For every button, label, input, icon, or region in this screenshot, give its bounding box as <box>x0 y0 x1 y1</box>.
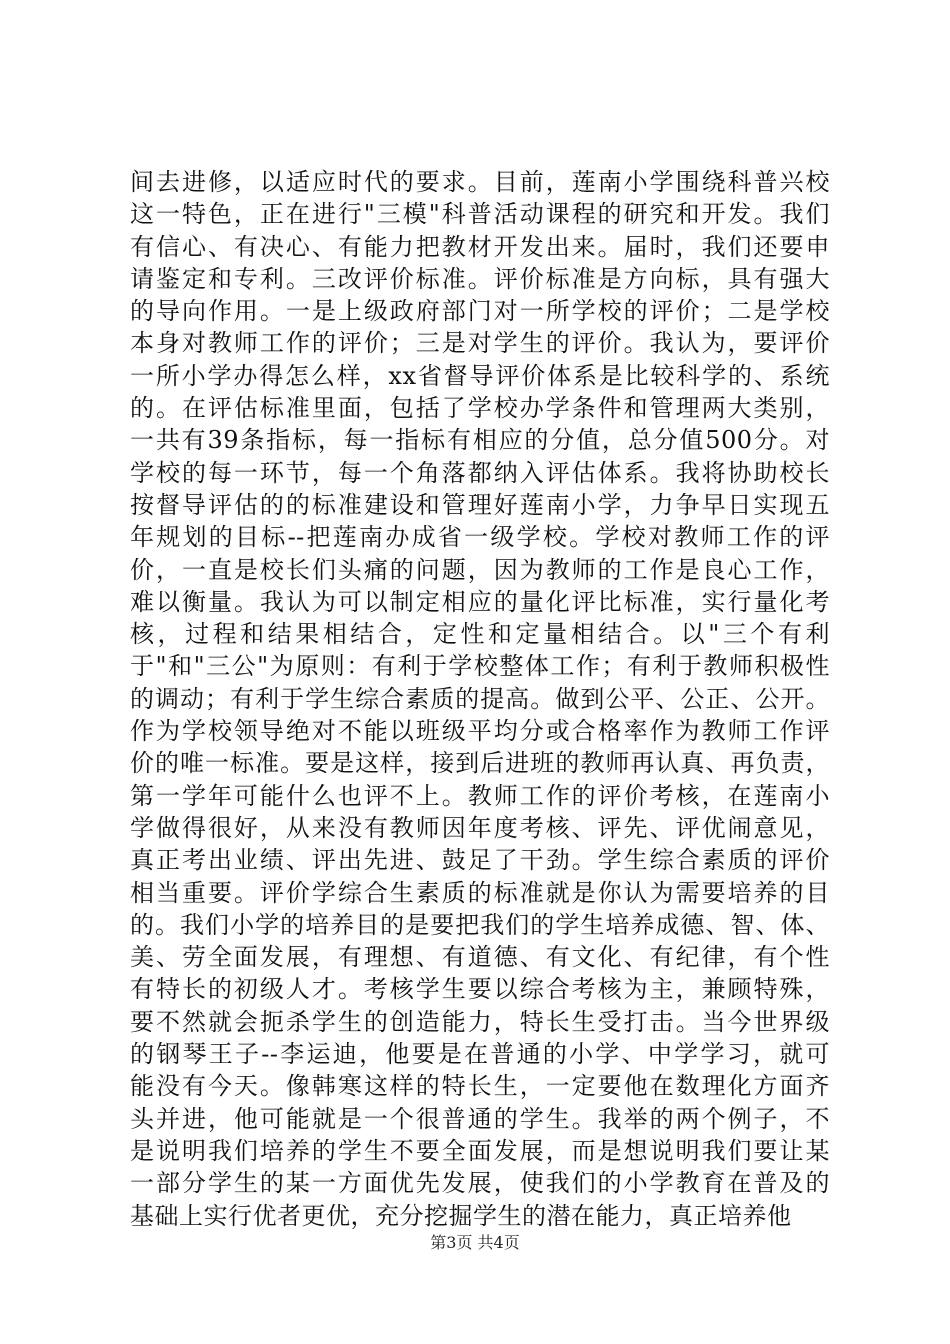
text-line: 请鉴定和专利。三改评价标准。评价标准是方向标，具有强大 <box>130 264 830 293</box>
text-line: 一共有39条指标，每一指标有相应的分值，总分值500分。对 <box>130 426 830 455</box>
text-line: 能没有今天。像韩寒这样的特长生，一定要他在数理化方面齐 <box>130 1072 830 1101</box>
text-line: 一所小学办得怎么样，xx省督导评价体系是比较科学的、系统 <box>130 361 830 390</box>
text-line: 难以衡量。我认为可以制定相应的量化评比标准，实行量化考 <box>130 587 830 616</box>
text-line: 是说明我们培养的学生不要全面发展，而是想说明我们要让某 <box>130 1136 830 1165</box>
text-line: 价的唯一标准。要是这样，接到后进班的教师再认真、再负责， <box>130 749 830 778</box>
page-footer: 第3页 共4页 <box>430 1233 520 1252</box>
text-line: 价，一直是校长们头痛的问题，因为教师的工作是良心工作， <box>130 555 830 584</box>
text-line: 的调动；有利于学生综合素质的提高。做到公平、公正、公开。 <box>130 684 830 713</box>
text-line: 按督导评估的的标准建设和管理好莲南小学，力争早日实现五 <box>130 490 830 519</box>
text-line: 相当重要。评价学综合生素质的标准就是你认为需要培养的目 <box>130 878 830 907</box>
text-line: 真正考出业绩、评出先进、鼓足了干劲。学生综合素质的评价 <box>130 846 830 875</box>
text-line: 美、劳全面发展，有理想、有道德、有文化、有纪律，有个性 <box>130 943 830 972</box>
text-line: 的导向作用。一是上级政府部门对一所学校的评价；二是学校 <box>130 297 830 326</box>
text-line: 头并进，他可能就是一个很普通的学生。我举的两个例子，不 <box>130 1104 830 1133</box>
text-line: 这一特色，正在进行"三模"科普活动课程的研究和开发。我们 <box>130 200 830 229</box>
text-line: 学校的每一环节，每一个角落都纳入评估体系。我将协助校长 <box>130 458 830 487</box>
text-line: 的。我们小学的培养目的是要把我们的学生培养成德、智、体、 <box>130 910 830 939</box>
text-line: 有信心、有决心、有能力把教材开发出来。届时，我们还要申 <box>130 232 830 261</box>
text-line: 的。在评估标准里面，包括了学校办学条件和管理两大类别， <box>130 394 830 423</box>
text-line: 于"和"三公"为原则：有利于学校整体工作；有利于教师积极性 <box>130 652 830 681</box>
text-line: 有特长的初级人才。考核学生要以综合考核为主，兼顾特殊， <box>130 975 830 1004</box>
text-line: 本身对教师工作的评价；三是对学生的评价。我认为，要评价 <box>130 329 830 358</box>
text-line: 年规划的目标--把莲南办成省一级学校。学校对教师工作的评 <box>130 523 830 552</box>
text-line: 间去进修，以适应时代的要求。目前，莲南小学围绕科普兴校 <box>130 168 830 196</box>
text-line: 基础上实行优者更优，充分挖掘学生的潜在能力，真正培养他 <box>130 1201 792 1230</box>
text-line: 要不然就会扼杀学生的创造能力，特长生受打击。当今世界级 <box>130 1007 830 1036</box>
text-line: 作为学校领导绝对不能以班级平均分或合格率作为教师工作评 <box>130 717 830 746</box>
text-line: 第一学年可能什么也评不上。教师工作的评价考核，在莲南小 <box>130 781 830 810</box>
text-line: 一部分学生的某一方面优先发展，使我们的小学教育在普及的 <box>130 1169 830 1198</box>
text-line: 核，过程和结果相结合，定性和定量相结合。以"三个有利 <box>130 620 830 649</box>
text-line: 学做得很好，从来没有教师因年度考核、评先、评优闹意见， <box>130 813 830 842</box>
text-line: 的钢琴王子--李运迪，他要是在普通的小学、中学学习，就可 <box>130 1040 830 1069</box>
body-text <box>130 166 830 1232</box>
